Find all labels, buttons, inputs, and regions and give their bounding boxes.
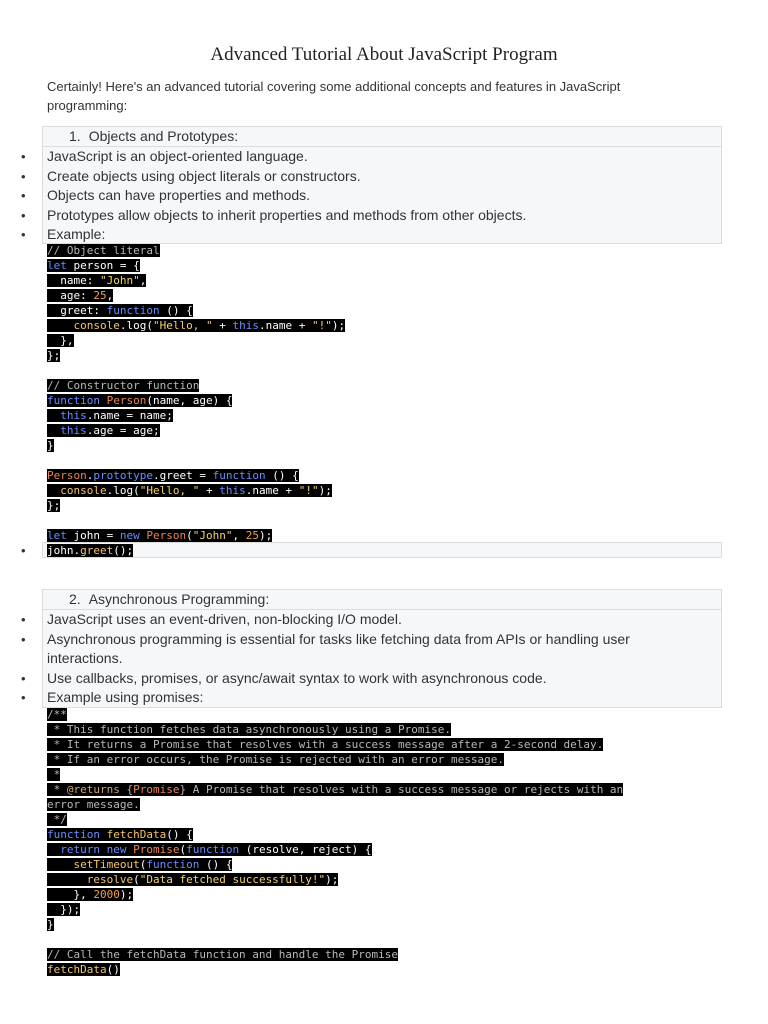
section1-number: 1. bbox=[69, 128, 81, 144]
document-title: Advanced Tutorial About JavaScript Program bbox=[210, 44, 558, 65]
code-line bbox=[47, 932, 623, 947]
code-line: * This function fetches data asynchronously using a Promise. bbox=[47, 723, 451, 736]
code-line: return new Promise(function (resolve, reject) { bbox=[47, 842, 623, 857]
code-line: let john = new Person("John", 25); bbox=[47, 529, 273, 542]
code-line: error message. bbox=[47, 798, 140, 811]
list-item: • Use callbacks, promises, or async/await syntax to work with asynchronous code. bbox=[0, 669, 722, 689]
code-line: function Person(name, age) { bbox=[47, 394, 233, 407]
code-line: console.log("Hello, " + this.name + "!"); bbox=[47, 318, 345, 333]
section1-heading bbox=[69, 128, 238, 144]
code-line: name: "John", bbox=[47, 274, 147, 287]
code-line: // Object literal bbox=[47, 244, 160, 257]
list-item: • Objects can have properties and methods. bbox=[0, 186, 722, 206]
code-line: }; bbox=[47, 499, 61, 512]
code-line bbox=[47, 513, 345, 528]
code-line: this.age = age; bbox=[47, 423, 345, 438]
code-line: // Constructor function bbox=[47, 379, 200, 392]
intro-paragraph: Certainly! Here's an advanced tutorial covering some additional concepts and features in JavaScript programming: bbox=[47, 79, 621, 113]
code-line bbox=[47, 363, 345, 378]
list-item: • JavaScript uses an event-driven, non-blocking I/O model. bbox=[0, 610, 722, 630]
code-line: * @returns {Promise} A Promise that resolves with a success message or rejects with an bbox=[47, 783, 624, 796]
section2-heading bbox=[69, 591, 269, 607]
section2-code-block bbox=[47, 707, 623, 977]
code-line: * If an error occurs, the Promise is rejected with an error message. bbox=[47, 753, 504, 766]
section1-code-block bbox=[47, 243, 345, 543]
code-line: Person.prototype.greet = function () { bbox=[47, 469, 299, 482]
code-line: function fetchData() { bbox=[47, 828, 193, 841]
code-line: greet: function () { bbox=[47, 304, 193, 317]
bullet-icon: • bbox=[21, 543, 26, 558]
code-line: }, bbox=[47, 334, 74, 347]
list-item: • Example using promises: bbox=[0, 688, 722, 708]
list-item: • Asynchronous programming is essential for tasks like fetching data from APIs or handling user interactions. bbox=[0, 630, 697, 669]
section2-heading-text: Asynchronous Programming: bbox=[88, 591, 270, 607]
code-line: console.log("Hello, " + this.name + "!"); bbox=[47, 483, 345, 498]
code-line: this.name = name; bbox=[47, 408, 345, 423]
code-line: // Call the fetchData function and handle the Promise bbox=[47, 948, 398, 961]
section2-bullet-list bbox=[0, 610, 722, 708]
list-item: • Example: bbox=[0, 225, 722, 245]
code-line: } bbox=[47, 439, 54, 452]
code-line: let person = { bbox=[47, 259, 140, 272]
code-line: }; bbox=[47, 349, 61, 362]
code-line: fetchData() bbox=[47, 963, 120, 976]
list-item: • Create objects using object literals or constructors. bbox=[0, 167, 722, 187]
code-line: age: 25, bbox=[47, 289, 114, 302]
list-item: • JavaScript is an object-oriented language. bbox=[0, 147, 722, 167]
section1-last-line-box bbox=[42, 542, 722, 558]
section1-bullet-list bbox=[0, 147, 722, 245]
section1-heading-text: Objects and Prototypes: bbox=[88, 128, 239, 144]
code-line: setTimeout(function () { bbox=[47, 857, 623, 872]
code-line: * It returns a Promise that resolves with a success message after a 2-second delay. bbox=[47, 738, 604, 751]
section1-code-last-line bbox=[47, 543, 133, 558]
code-line: */ bbox=[47, 813, 67, 826]
code-line: * bbox=[47, 768, 61, 781]
code-line: /** bbox=[47, 708, 67, 721]
code-line: }); bbox=[47, 903, 81, 916]
code-line: resolve("Data fetched successfully!"); bbox=[47, 872, 623, 887]
code-line: john.greet(); bbox=[47, 544, 134, 557]
list-item: • Prototypes allow objects to inherit properties and methods from other objects. bbox=[0, 206, 722, 226]
section2-number: 2. bbox=[69, 591, 81, 607]
code-line: } bbox=[47, 918, 54, 931]
code-line: }, 2000); bbox=[47, 888, 134, 901]
code-line bbox=[47, 453, 345, 468]
